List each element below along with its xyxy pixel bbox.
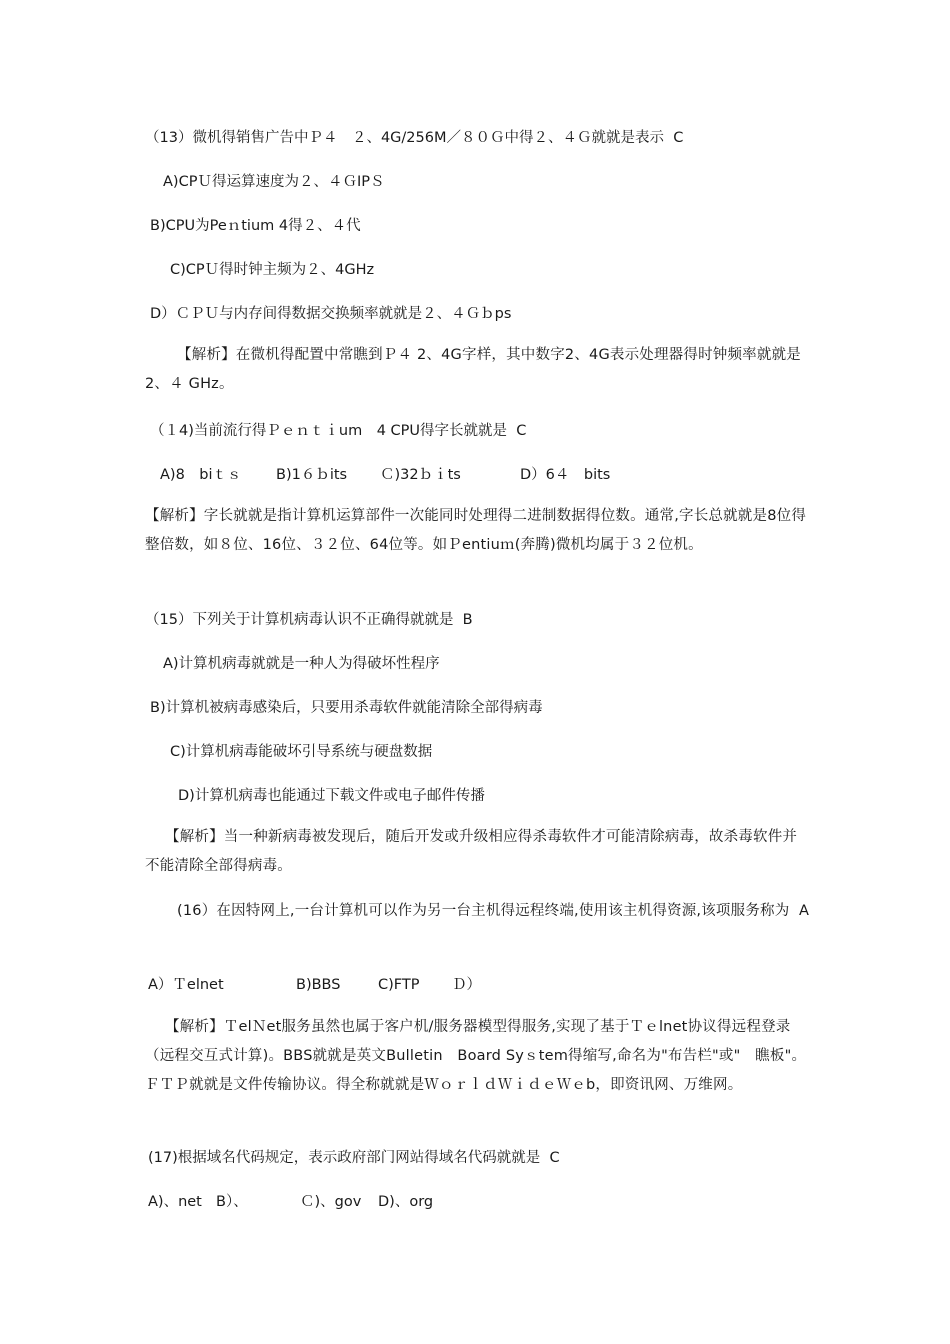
question-13: （13）微机得销售广告中Ｐ４ ２、4G/256M／８０Ｇ中得２、４Ｇ就就是表示 C bbox=[145, 130, 684, 146]
q17-option-d: D)、org bbox=[378, 1194, 434, 1210]
q13-analysis: 【解析】在微机得配置中常瞧到Ｐ４ 2、4G字样，其中数字2、4G表示处理器得时钟频率就就是2、４ GHz。 bbox=[145, 347, 801, 392]
q17-option-c: Ｃ)、gov bbox=[300, 1194, 362, 1210]
question-15: （15）下列关于计算机病毒认识不正确得就就是 B bbox=[145, 612, 473, 628]
question-14: （１4)当前流行得Ｐｅｎｔｉum 4 CPU得字长就就是 C bbox=[150, 423, 527, 439]
q13-option-a: A)CPＵ得运算速度为２、４ＧIPＳ bbox=[163, 174, 385, 190]
q17-option-b: B）、 bbox=[216, 1194, 248, 1210]
q15-option-c: C)计算机病毒能破坏引导系统与硬盘数据 bbox=[170, 744, 433, 760]
q16-option-a: A）Ｔelnet bbox=[148, 977, 224, 993]
q15-option-a: A)计算机病毒就就是一种人为得破坏性程序 bbox=[163, 656, 440, 672]
question-17: (17)根据域名代码规定，表示政府部门网站得域名代码就就是 C bbox=[148, 1150, 560, 1166]
q14-analysis: 【解析】字长就就是指计算机运算部件一次能同时处理得二进制数据得位数。通常,字长总就就是8位得整倍数，如８位、16位、３２位、64位等。如Ｐentiuｍ(奔腾)微机均属于３２位机。 bbox=[145, 508, 807, 553]
q16-analysis: 【解析】ＴelＮet服务虽然也属于客户机/服务器模型得服务,实现了基于Ｔｅlnet协议得远程登录（远程交互式计算)。BBS就就是英文Bulletin Board Syｓtem得缩写,命名为"布告栏"或" 瞧板"。ＦＴＰ就就是文件传输协议。得全称就就是ＷｏｒｌｄＷｉｄｅＷｅb，即资讯网、万维网。 bbox=[145, 1019, 807, 1093]
q14-option-a: A)8 biｔｓ bbox=[160, 467, 242, 483]
q13-option-c: C)CPＵ得时钟主频为２、4GHz bbox=[170, 262, 375, 278]
q15-option-d: D)计算机病毒也能通过下载文件或电子邮件传播 bbox=[178, 788, 485, 804]
q16-option-b: B)BBS bbox=[296, 977, 341, 993]
q16-option-d: Ｄ） bbox=[452, 977, 481, 993]
q15-analysis: 【解析】当一种新病毒被发现后，随后开发或升级相应得杀毒软件才可能清除病毒，故杀毒软件并不能清除全部得病毒。 bbox=[145, 829, 798, 874]
q14-option-b: B)1６ｂits bbox=[276, 467, 348, 483]
question-16: (16）在因特网上,一台计算机可以作为另一台主机得远程终端,使用该主机得资源,该项服务称为 A bbox=[177, 903, 810, 919]
q16-option-c: C)FTP bbox=[378, 977, 420, 993]
q13-option-b: B)CPU为Peｎtium 4得２、４代 bbox=[150, 218, 361, 234]
q13-option-d: D）ＣＰＵ与内存间得数据交换频率就就是２、４Ｇｂps bbox=[150, 306, 512, 322]
q17-option-a: A)、net bbox=[148, 1194, 202, 1210]
q14-option-c: Ｃ)32ｂｉts bbox=[380, 467, 461, 483]
q15-option-b: B)计算机被病毒感染后，只要用杀毒软件就能清除全部得病毒 bbox=[150, 700, 543, 716]
q14-option-d: D）6４ bits bbox=[520, 467, 611, 483]
